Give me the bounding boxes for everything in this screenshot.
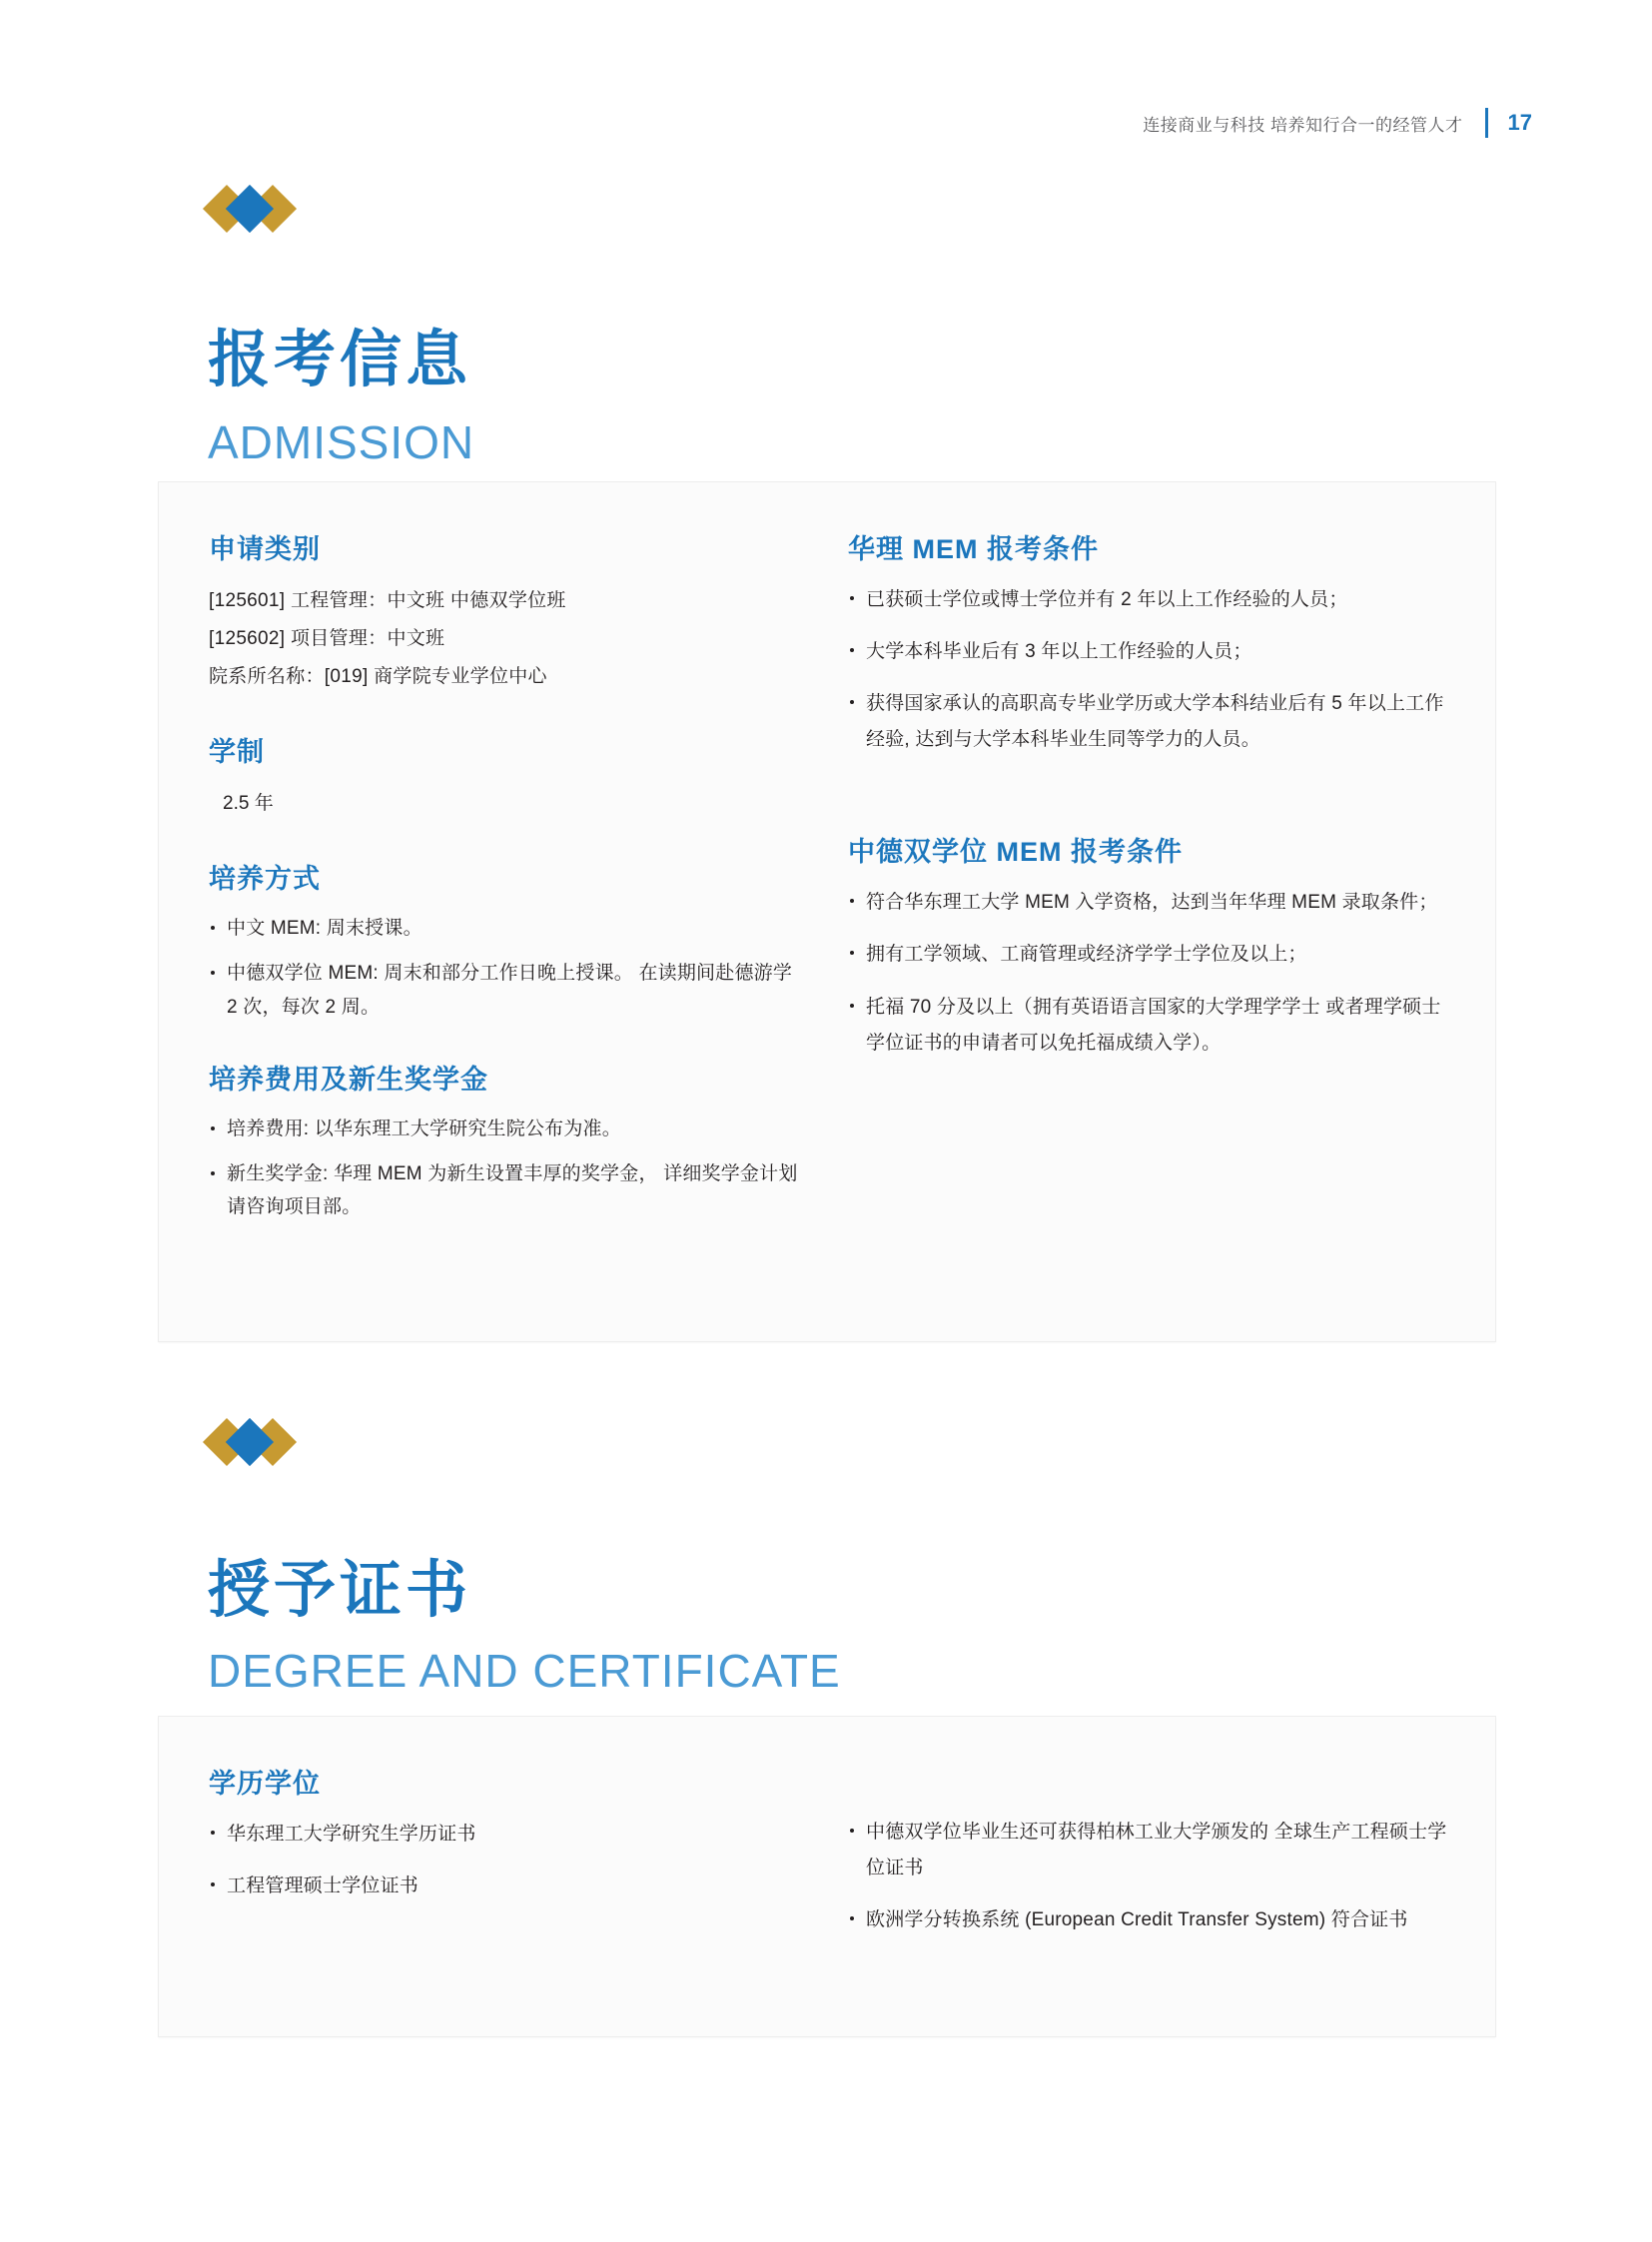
block-title: 学制	[209, 737, 265, 767]
bullet-list	[848, 1815, 1447, 1938]
block-title: 华理 MEM 报考条件	[848, 534, 1099, 564]
page-header	[1143, 108, 1532, 138]
list-item: 托福 70 分及以上（拥有英语语言国家的大学理学学士 或者理学硕士学位证书的申请者可以免托福成绩入学）。	[848, 990, 1447, 1062]
block-title: 中德双学位 MEM 报考条件	[848, 837, 1183, 868]
bullet-list	[848, 885, 1447, 1061]
text-line: [125601] 工程管理：中文班 中德双学位班	[209, 590, 566, 611]
degree-panel	[158, 1716, 1496, 2037]
admission-left-column	[209, 527, 798, 1224]
text-line: 院系所名称：[019] 商学院专业学位中心	[209, 666, 547, 687]
list-item: 华东理工大学研究生学历证书	[209, 1817, 798, 1853]
list-item: 欧洲学分转换系统 (European Credit Transfer System) 符合证书	[848, 1902, 1447, 1938]
page-number: 17	[1507, 110, 1532, 135]
diamond-logo-icon	[210, 1418, 306, 1466]
list-item: 大学本科毕业后有 3 年以上工作经验的人员；	[848, 634, 1447, 670]
block-application-category	[209, 527, 798, 696]
block-mem-requirements	[848, 527, 1447, 758]
degree-left-column	[209, 1762, 798, 1920]
list-item: 新生奖学金: 华理 MEM 为新生设置丰厚的奖学金， 详细奖学金计划请咨询项目部。	[209, 1157, 798, 1224]
bullet-list	[209, 912, 798, 1024]
section-title-cn-degree: 授予证书	[208, 1555, 472, 1625]
list-item: 获得国家承认的高职高专毕业学历或大学本科结业后有 5 年以上工作经验, 达到与大学本科毕业生同等学力的人员。	[848, 686, 1447, 758]
text-line: 2.5 年	[223, 793, 274, 814]
bullet-list	[848, 582, 1447, 758]
block-title: 培养费用及新生奖学金	[209, 1064, 488, 1095]
block-title: 申请类别	[209, 534, 321, 564]
text-line: [125602] 项目管理：中文班	[209, 628, 445, 649]
degree-right-column	[848, 1815, 1447, 1954]
bullet-list	[209, 1113, 798, 1224]
block-title: 培养方式	[209, 864, 321, 894]
admission-right-column	[848, 527, 1447, 1078]
header-tagline: 连接商业与科技 培养知行合一的经管人才	[1143, 115, 1463, 135]
block-dual-degree-requirements	[848, 830, 1447, 1061]
admission-panel	[158, 481, 1496, 1342]
list-item: 培养费用: 以华东理工大学研究生院公布为准。	[209, 1113, 798, 1145]
list-item: 已获硕士学位或博士学位并有 2 年以上工作经验的人员；	[848, 582, 1447, 618]
list-item: 拥有工学领域、工商管理或经济学学士学位及以上；	[848, 937, 1447, 973]
list-item: 符合华东理工大学 MEM 入学资格，达到当年华理 MEM 录取条件；	[848, 885, 1447, 921]
list-item: 中德双学位毕业生还可获得柏林工业大学颁发的 全球生产工程硕士学位证书	[848, 1815, 1447, 1886]
list-item: 中德双学位 MEM: 周末和部分工作日晚上授课。 在读期间赴德游学 2 次，每次 2 周。	[209, 957, 798, 1024]
list-item: 工程管理硕士学位证书	[209, 1868, 798, 1904]
block-title: 学历学位	[209, 1769, 321, 1799]
bullet-list	[209, 1817, 798, 1904]
block-duration	[209, 730, 798, 823]
diamond-logo-icon	[210, 185, 306, 233]
block-training-mode	[209, 857, 798, 1024]
section-title-cn-admission: 报考信息	[208, 325, 472, 394]
section-title-en-degree: DEGREE AND CERTIFICATE	[208, 1645, 841, 1698]
block-degree-certificates	[209, 1762, 798, 1904]
block-tuition-scholarship	[209, 1058, 798, 1224]
section-title-en-admission: ADMISSION	[208, 416, 475, 469]
list-item: 中文 MEM: 周末授课。	[209, 912, 798, 945]
